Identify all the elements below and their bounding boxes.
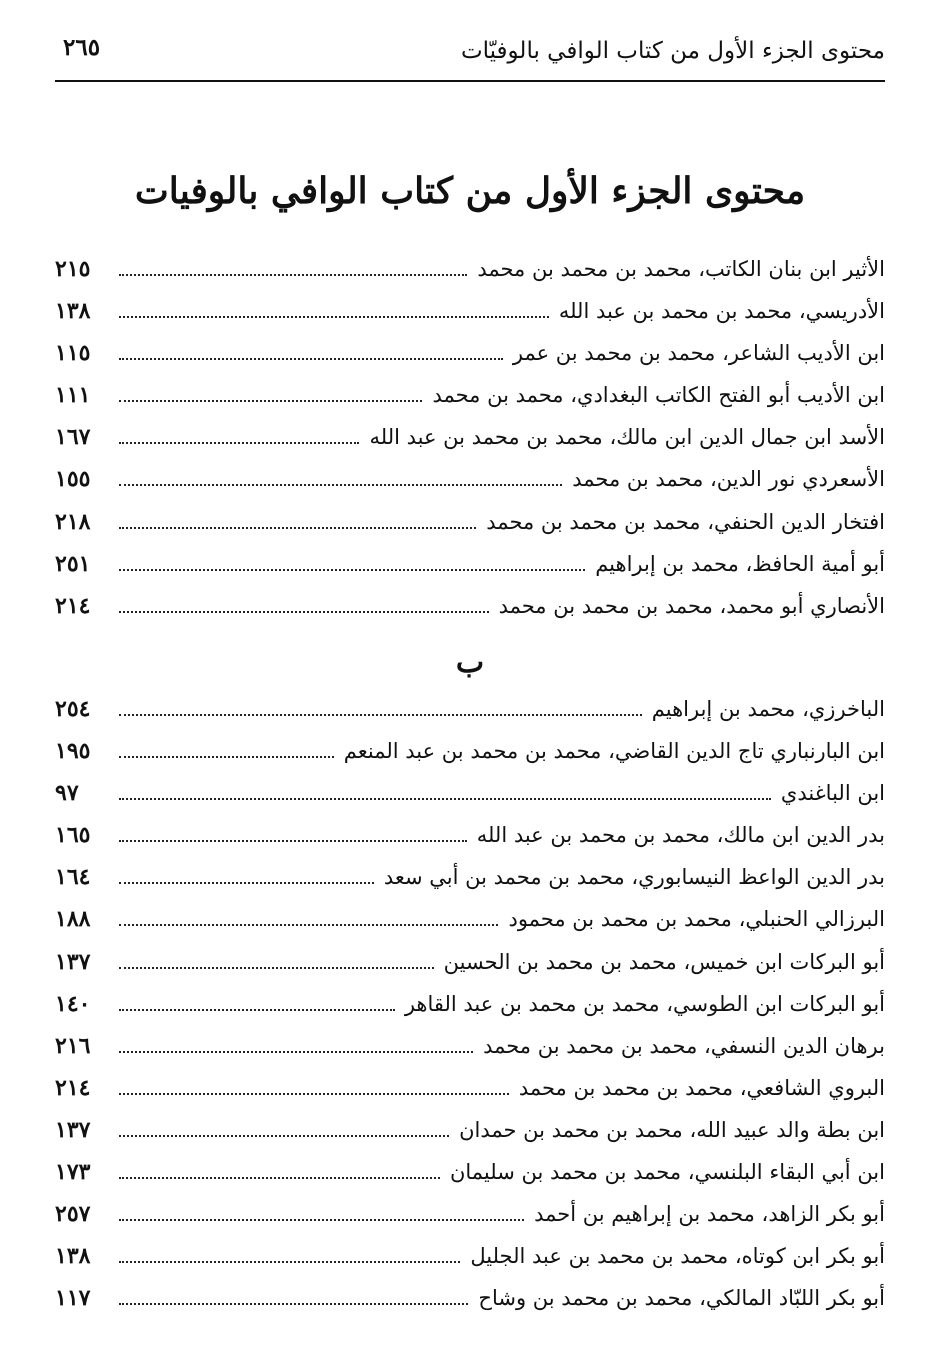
entry-name: ابن بطة والد عبيد الله، محمد بن محمد بن حمدان (459, 1117, 885, 1142)
entry-name: أبو البركات ابن خميس، محمد بن محمد بن الحسين (443, 949, 885, 974)
index-entry (55, 340, 885, 382)
entry-page-number: ١٣٨ (55, 1243, 91, 1270)
section-letter-b: ب (455, 645, 485, 680)
entry-page-number: ١٦٥ (55, 822, 91, 849)
dot-leader (119, 400, 422, 402)
dot-leader (119, 442, 359, 444)
index-entry (55, 1159, 885, 1201)
index-entry (55, 864, 885, 906)
entry-name: الباخرزي، محمد بن إبراهيم (651, 697, 885, 721)
entry-page-number: ١٩٥ (55, 738, 91, 765)
index-entry (55, 1117, 885, 1159)
entry-name: ابن الباغندي (780, 781, 885, 806)
entry-name: أبو البركات ابن الطوسي، محمد بن محمد بن عبد القاهر (404, 991, 885, 1016)
dot-leader (119, 1135, 449, 1137)
index-entry (55, 1285, 885, 1327)
index-entry (55, 593, 885, 635)
entry-page-number: ١١١ (55, 382, 91, 409)
dot-leader (119, 316, 549, 318)
entry-page-number: ٢٥١ (55, 550, 91, 577)
page-title: محتوى الجزء الأول من كتاب الوافي بالوفيات (134, 170, 806, 212)
entry-name: الأدريسي، محمد بن محمد بن عبد الله (558, 299, 885, 324)
index-entry (55, 780, 885, 822)
index-entry (55, 991, 885, 1033)
entry-name: ابن الأديب أبو الفتح الكاتب البغدادي، محمد بن محمد (432, 383, 885, 408)
dot-leader (119, 1009, 395, 1011)
entry-page-number: ٢١٥ (55, 256, 91, 282)
dot-leader (119, 756, 334, 758)
dot-leader (119, 569, 585, 571)
index-entry (55, 1243, 885, 1285)
entry-name: أبو بكر ابن كوتاه، محمد بن محمد بن عبد الجليل (470, 1244, 885, 1269)
dot-leader (119, 882, 374, 884)
entry-name: بدر الدين ابن مالك، محمد بن محمد بن عبد الله (476, 823, 885, 848)
entry-page-number: ١٥٥ (55, 466, 91, 493)
index-entry (55, 1033, 885, 1075)
dot-leader (119, 840, 467, 842)
entry-page-number: ٢١٤ (55, 1074, 91, 1101)
entry-name: أبو بكر الزاهد، محمد بن إبراهيم بن أحمد (534, 1202, 885, 1227)
entry-name: أبو بكر اللبّاد المالكي، محمد بن محمد بن وشاح (478, 1286, 885, 1311)
entry-name: البروي الشافعي، محمد بن محمد بن محمد (518, 1075, 885, 1100)
entry-name: افتخار الدين الحنفي، محمد بن محمد بن محمد (486, 509, 885, 534)
entry-page-number: ١٦٧ (55, 424, 91, 451)
page-number: ٢٦٥ (63, 34, 101, 61)
entry-name: ابن الأديب الشاعر، محمد بن محمد بن عمر (512, 341, 885, 366)
index-entry (55, 551, 885, 593)
dot-leader (119, 1219, 524, 1221)
entry-name: الأنصاري أبو محمد، محمد بن محمد بن محمد (498, 593, 885, 618)
dot-leader (119, 484, 562, 486)
entry-page-number: ١٤٠ (55, 990, 91, 1017)
index-entry (55, 949, 885, 991)
entry-page-number: ٩٧ (55, 780, 79, 807)
dot-leader (119, 798, 771, 800)
entry-page-number: ١٧٣ (55, 1159, 91, 1186)
entry-page-number: ٢١٨ (55, 508, 91, 535)
entry-page-number: ١٣٨ (55, 298, 91, 325)
entry-name: الأسعردي نور الدين، محمد بن محمد (572, 467, 885, 492)
index-entry (55, 822, 885, 864)
entry-name: برهان الدين النسفي، محمد بن محمد بن محمد (483, 1033, 885, 1058)
dot-leader (119, 967, 434, 969)
entry-page-number: ٢٥٤ (55, 696, 91, 722)
index-entry (55, 906, 885, 948)
dot-leader (119, 527, 476, 529)
entry-page-number: ١١٥ (55, 340, 91, 367)
dot-leader (119, 1051, 473, 1053)
index-entry (55, 256, 885, 298)
index-entry (55, 382, 885, 424)
index-entry (55, 466, 885, 508)
entries-list-ba (55, 696, 885, 1327)
index-entry (55, 1075, 885, 1117)
index-entry (55, 738, 885, 780)
index-entry (55, 298, 885, 340)
running-header (55, 30, 885, 82)
entry-name: الأسد ابن جمال الدين ابن مالك، محمد بن محمد بن عبد الله (369, 425, 885, 450)
dot-leader (119, 611, 489, 613)
index-entry (55, 696, 885, 738)
entry-page-number: ٢١٦ (55, 1032, 91, 1059)
dot-leader (119, 274, 467, 276)
dot-leader (119, 1303, 468, 1305)
entry-page-number: ١٣٧ (55, 1116, 91, 1143)
entry-page-number: ١٣٧ (55, 948, 91, 975)
index-entry (55, 509, 885, 551)
entry-page-number: ٢٥٧ (55, 1201, 91, 1228)
index-entry (55, 424, 885, 466)
index-entry (55, 1201, 885, 1243)
entry-page-number: ١٦٤ (55, 864, 91, 891)
dot-leader (119, 924, 498, 926)
entry-page-number: ١١٧ (55, 1285, 91, 1312)
entry-name: الأثير ابن بنان الكاتب، محمد بن محمد بن محمد (477, 257, 885, 281)
entry-name: أبو أمية الحافظ، محمد بن إبراهيم (595, 551, 885, 576)
dot-leader (119, 714, 642, 716)
entry-name: ابن البارنباري تاج الدين القاضي، محمد بن محمد بن عبد المنعم (343, 739, 885, 764)
entry-name: بدر الدين الواعظ النيسابوري، محمد بن محمد بن أبي سعد (383, 865, 885, 890)
dot-leader (119, 358, 503, 360)
entry-page-number: ٢١٤ (55, 592, 91, 619)
running-title: محتوى الجزء الأول من كتاب الوافي بالوفيّات (460, 38, 885, 64)
entry-page-number: ١٨٨ (55, 906, 91, 933)
dot-leader (119, 1261, 460, 1263)
dot-leader (119, 1093, 509, 1095)
entry-name: البرزالي الحنبلي، محمد بن محمد بن محمود (508, 907, 885, 932)
dot-leader (119, 1177, 440, 1179)
entries-list-alif (55, 256, 885, 635)
entry-name: ابن أبي البقاء البلنسي، محمد بن محمد بن سليمان (449, 1160, 885, 1185)
